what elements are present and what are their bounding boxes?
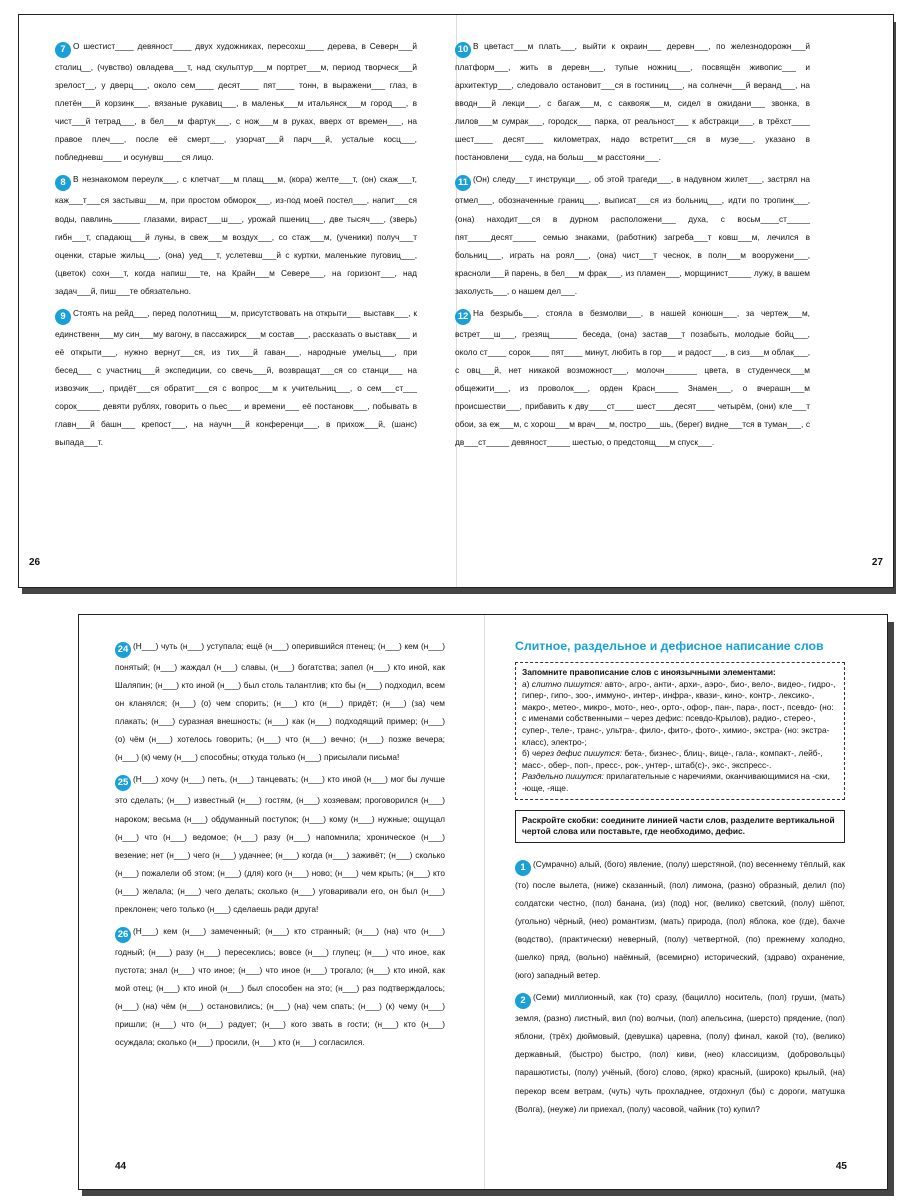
exercise-text: (Н___) чуть (н___) уступала; ещё (н___) оперившийся птенец; (н___) кем (н___) понятый; (н___) жаждал (н___) славы, (н___) богатства; запел (н___) кто иной, как Шаляпин; (н___) кто иной (н___) был столь талантлив; кто бы (н___) подходил, всем он кланялся; (н___) (о) чем спорить; (н___) кто (н___) придёт; (н___) (за) чем плакать; (н___) суразная внешность; (н___) как (н___) подходящий пример; (н___) (о) чём (н___) хотелось говорить; (н___) что (н___) вечно; (н___) позже вечера; (н___) (к) чему (н___) способны; откуда только (н___) присылали письма! <box>115 641 445 763</box>
exercise-text: На безрыбь___, стояла в безмолви___, в нашей конюшн___, за чертеж___м, встрет___ш___, грезящ______ беседа, (она) застав___т позабыть, молодые бойц___, около ст____ сорок____ пят____ минут, любить в гор___ и радост___, в сиз___м облак___, с овц___й, нет никакой возможност___, молочн_______ цвета, в студенческ___м общежити___, из проволок___, орден Красн_____ Знамен___, о вчерашн___м происшестви___, прибавить к дву____ст____ шест____десят____ четырём, (они) кле___т обои, за еж___м, с хорош___м врач___м, постро___шь, (берег) видне___тся в туман___, с дв___ст_____ девяност_____ шестью, о предстоящ___м спуск___. <box>455 307 810 448</box>
page-27 <box>455 37 810 455</box>
exercise-text: О шестист____ девяност____ двух художниках, пересохш____ дерева, в Северн___й столиц__, (чувство) овладева___т, над скульптур___м портрет___м, период творческ___й зрелост__, у дверц___, около сем____ десят____ пят____ тонн, в выражени___ глаз, в плетён___й корзинк___, вязаные рукавиц___, в маленьк___м итальянск___м город___, в чист___й тетрад___, в бел___м фартук___, с нож___м в руках, вверх от времен___, на правое плеч___, после её смерт___, узорчат___й парч___й, усталые косц___, побледневш____ и осунувш____ся лицо. <box>55 41 417 163</box>
spine <box>484 615 485 1189</box>
exercise-number: 2 <box>515 993 531 1009</box>
exercise-2 <box>515 988 845 1117</box>
exercise-number: 25 <box>115 775 131 791</box>
exercise-number: 24 <box>115 642 131 658</box>
page-44 <box>115 637 445 1055</box>
exercise-text: (Сумрачно) алый, (бого) явление, (полу) шерстяной, (по) весеннему тёплый, как (то) после вылета, (ниже) сказанный, (пол) лимона, (разно) образный, делил (по) солдатски честно, (пол) банана, (из) (под) ног, (велико) светский, (полу) шёпот, (угольно) чёрный, (нео) романтизм, (мать) природа, (пол) яблока, кое (где), бахче (водство), (практически) неверный, (полу) четвертной, (по) прежнему холодно, (шелко) пряд, (вольно) наёмный, (всемирно) исторический, (здраво) охранение, (юго) западный ветер. <box>515 858 845 981</box>
exercise-text: В цветаст___м плать___, выйти к окраин___ деревн___, по железнодорожн___й платформ___, жить в деревн___, тупые ножниц___, посвящён живопис___ и архитектур___, следовало остановит___ся в гостиниц___, на солнечн___й веранд___, на вводн___й лекци___, с багаж___м, с саквояж___м, сидел в ожидани___ звонка, в лилов___м сумрак___, городск___ парка, от реальност___ к абстракци___, в трёхст____ шест____ десят____ километрах, надо встретит___ся в музе___, указано в постановлени___ суда, на больш___м расстояни___. <box>455 41 810 163</box>
exercise-text: В незнакомом переулк___, с клетчат___м плащ___м, (кора) желте___т, (он) скаж___т, каж___т___ся застывш___м, при простом обморок___, из-под моей постел___, напит___ся воды, павлинь______ глазами, вираст___ш___, урожай пшениц___, две тысяч___, (зверь) гибн___т, спадающ___й луны, в свеж___м воздух___, со стаж___м, (ученики) получ___т оценки, старые жильц___, (она) уед___т, услетевш___й с куртки, маленькие пуговиц___, (цветок) сохн___т, когда напиш___те, на Крайн___м Севере___, на горизонт___, над задач___й, пиш___те обязательно. <box>55 174 417 296</box>
task-instruction: Раскройте скобки: соедините линией части слов, разделите вертикальной чертой слова или поставьте, где необходимо, дефис. <box>515 810 845 843</box>
exercise-26 <box>115 922 445 1051</box>
exercise-text: (Н___) кем (н___) замеченный; (н___) кто странный; (н___) (на) что (н___) годный; (н___) разу (н___) пересеклись; вовсе (н___) глупец; (н___) что иное, как пустота; знал (н___) что иное; (н___) что иное (н___) трогало; (н___) кто иной, как мой отец; (н___) кто иной (н___) был способен на это; (н___) раз подтверждалось; (н___) (на) чём (н___) остановились; (н___) (на) чем спать; (н___) (к) чему (н___) пришли; (н___) что (н___) радует; (н___) кого звать в гости; (н___) кто (н___) осуждала; сколько (н___) просили, (н___) кто (н___) согласился. <box>115 926 445 1048</box>
page-26 <box>55 37 417 455</box>
exercise-text: (Н___) хочу (н___) петь, (н___) танцевать; (н___) кто иной (н___) мог бы лучше это сделать; (н___) известный (н___) гостям, (н___) хозяевам; проговорился (н___) нароком; весьма (н___) обдуманный поступок; (н___) кому (н___) нужные; ощущал (н___) что (н___) ведомое; (н___) разу (н___) напомнила; хроническое (н___) везение; нет (н___) чего (н___) удачнее; (н___) когда (н___) заживёт; (н___) сколько (н___) пожалели об этом; (н___) (для) кого (н___) ново; (н___) чем крыть; (н___) кто (н___) желала; (н___) чего делать; сколько (н___) уговаривали его, он был (н___) преклонен; чего только (н___) сделаешь ради друга! <box>115 774 445 914</box>
exercise-1 <box>515 855 845 984</box>
exercise-number: 12 <box>455 309 471 325</box>
page-45 <box>515 639 845 1122</box>
exercise-7 <box>55 37 417 166</box>
note-item-c: Раздельно пишутся: прилагательные с наречиями, оканчивающимися на -ски, -юще, -яще. <box>522 771 830 793</box>
exercise-12 <box>455 304 810 452</box>
exercise-number: 26 <box>115 927 131 943</box>
exercise-number: 8 <box>55 175 71 191</box>
section-title: Слитное, раздельное и дефисное написание слов <box>515 639 824 653</box>
page-number: 27 <box>871 557 883 568</box>
exercise-8 <box>55 170 417 299</box>
note-heading: Запомните правописание слов с иноязычными элементами: <box>522 667 776 677</box>
page-number: 44 <box>115 1161 127 1172</box>
rule-note <box>515 662 845 800</box>
exercise-25 <box>115 770 445 918</box>
page-number: 26 <box>29 557 41 568</box>
exercise-11 <box>455 170 810 299</box>
exercise-number: 7 <box>55 42 71 58</box>
exercise-9 <box>55 304 417 452</box>
top-spread <box>18 14 894 588</box>
exercise-number: 10 <box>455 42 471 58</box>
exercise-24 <box>115 637 445 766</box>
exercise-number: 11 <box>455 175 471 191</box>
page-number: 45 <box>835 1161 847 1172</box>
bottom-spread <box>78 614 888 1190</box>
note-item-a: а) слитно пишутся: авто-, агро-, анти-, архи-, аэро-, био-, вело-, видео-, гидро-, гипер-, гипо-, зоо-, иммуно-, интер-, инфра-, квази-, кино-, контр-, лексико-, макро-, метео-, микро-, мото-, нео-, орто-, офор-, пан-, пара-, пост-, псевдо- (но: с именами собственными – через дефис: псевдо-Крылов), радио-, стерео-, супер-, теле-, транс-, ультра-, фило-, фито-, фото-, химио-, экстра- (но: экстра-класс), электро-; <box>522 678 836 747</box>
exercise-text: Стоять на рейд___, перед полотнищ___м, присутствовать на открыти___ выставк___, к единственн___му син___му вагону, в пассажирск___м состав___, рассказать о выставк___ и её открыти___, нужно вернут___ся, из тих___й гаван___, народные умельц___, при бесед___ с участниц___й экспедиции, со свечь___й, возвращат___ся со станци___ на извозчик___, придёт___ся обратит___ся с вопрос___м к учительниц___, о сем___ст___ сорок_____ девяти рублях, говорить о пьес___ и времени___ её постановк___, побывать в главн___й башн___ крепост___, на научн___й конференци___, в прихож___й, (шанс) выпада___т. <box>55 307 417 448</box>
note-item-b: б) через дефис пишутся: бета-, бизнес-, блиц-, вице-, гала-, компакт-, лейб-, масс-, обер-, поп-, пресс-, рок-, унтер-, штаб(с)-, экс-, экспресс-. <box>522 748 823 770</box>
exercise-number: 1 <box>515 860 531 876</box>
exercise-number: 9 <box>55 309 71 325</box>
exercise-10 <box>455 37 810 166</box>
exercise-text: (Семи) миллионный, как (то) сразу, (бацилло) носитель, (пол) груши, (мать) земля, (разно) листный, вил (по) волчьи, (пол) апельсина, (шерсто) прядение, (пол) яблони, (трёх) дюймовый, (девушка) царевна, (полу) финал, какой (то), (велико) державный, (быстро) быстро, (пол) киви, (нео) классицизм, (добровольцы) парашютисты, (полу) учёный, (бого) слово, (ярко) красный, (широко) крылый, (на) перекор всем ветрам, (чуть) чуть прохладнее, отдохнул (бы) с дороги, матушка (Волга), (неужe) ли приехал, (полу) часовой, чайник (то) купил? <box>515 992 845 1114</box>
exercise-text: (Он) следу___т инструкци___, об этой трагеди___, в надувном жилет___, застрял на отмел___, обозначенные границ___, выписат___ся из больниц___, идти по тропинк___, (она) находит___ся в дурном расположени___ духа, с восьм____ст_____ пят_____десят_____ семью знаками, (работник) загреба___т ковш___м, лечился в больниц___, играть на роял___, (она) чист___т чеснок, в полн___м вооружени___, красноли___й парень, в бел___м фрак___, из пламен___, морщинист_____ лужу, в вашем захолусть___, о нашем дел___. <box>455 174 810 296</box>
